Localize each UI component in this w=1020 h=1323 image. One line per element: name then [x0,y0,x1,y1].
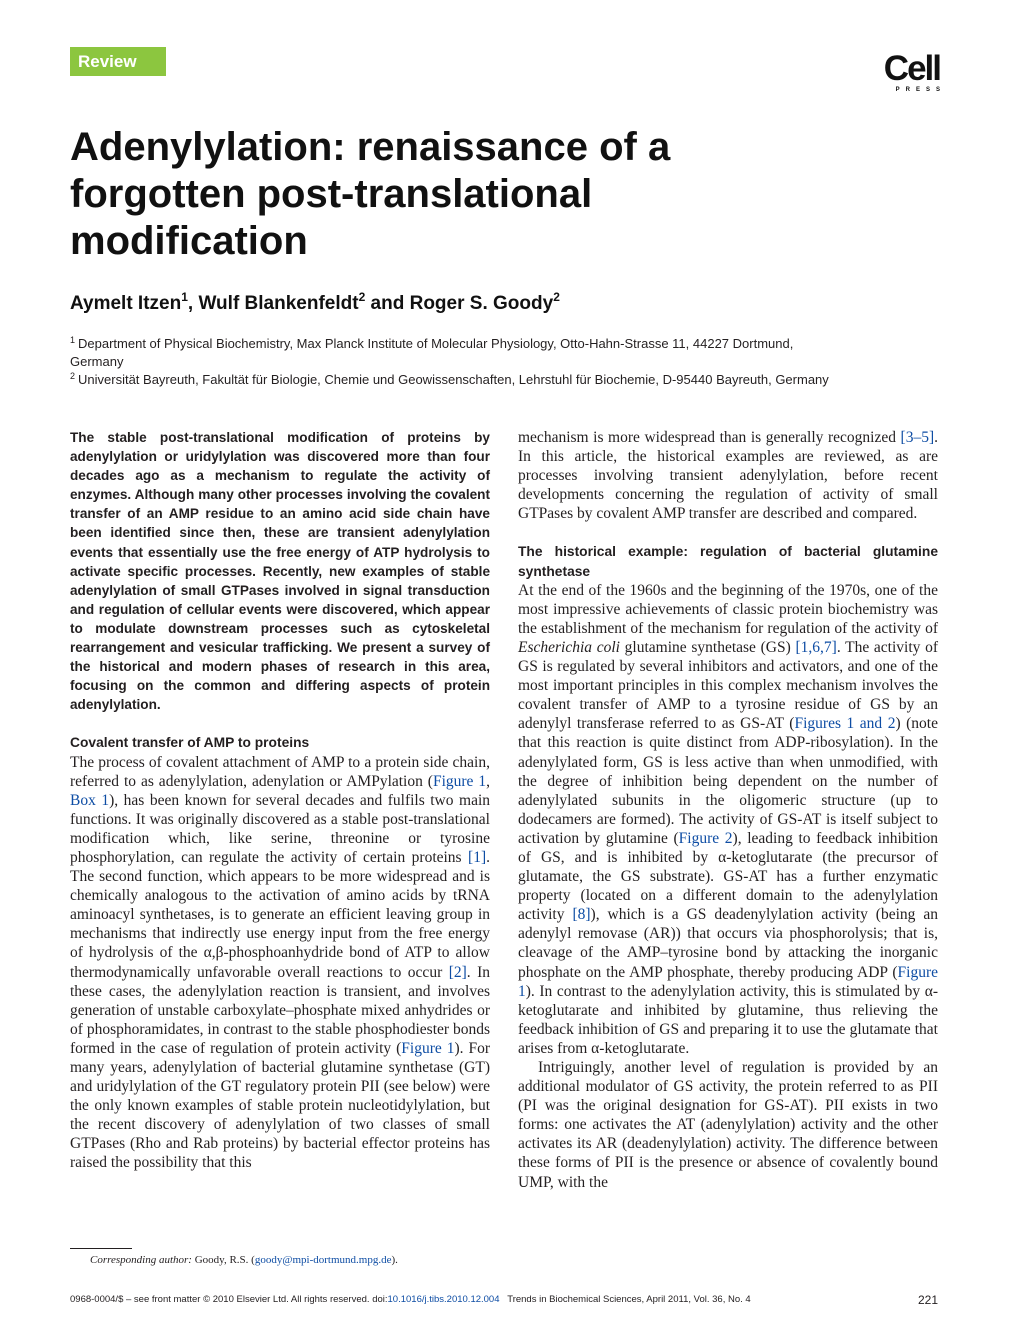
reference-link[interactable]: [1,6,7] [795,638,837,656]
text-run: The process of covalent attachment of AMP to a protein side chain, referred to as adenylylation, adenylation or AMPylation ( [70,753,490,790]
footnote-text: Goody, R.S. ( [191,1254,255,1266]
reference-link[interactable]: [1] [468,848,487,866]
section-tag: Review [70,47,166,76]
text-run: . In this article, the historical examples are reviewed, as are processes involving transient adenylylation, before recent developments concerning the regulation of activity of small GTPases by covalent AMP transfer are described and compared. [518,429,938,523]
text-run: ). In contrast to the adenylylation activity, this is stimulated by α-ketoglutarate and inhibited by glutamine, thus relieving the feedback inhibition of GS and preparing it to use the glutamate that arises from α-ketoglutarate. [518,982,938,1057]
reference-link[interactable]: [3–5] [900,429,935,446]
affiliation-text: Germany [70,354,124,369]
page-number: 221 [917,1293,938,1307]
title-line: modification [70,219,308,263]
author-name[interactable]: Roger S. Goody [409,293,554,314]
figure-link[interactable]: Figure 2 [678,829,733,847]
text-run: ), which is a GS deadenylylation activity (being an adenylyl removase (AR)) that occurs via phosphorolysis; that is, cleavage of the AMP–tyrosine bond by attacking the inorganic phosphate on the AMP phosphate, thereby producing ADP ( [518,906,938,981]
footnote-text: ). [391,1254,398,1266]
journal-logo[interactable] [878,49,946,94]
body-paragraph [518,428,938,523]
text-run: ), has been known for several decades and fulfils two main functions. It was originally discovered as a stable post-translational modification which, like serine, threonine or tyrosine phosphorylation, can regulate the activity of certain proteins [70,791,491,866]
figure-link[interactable]: Figure 1 [401,1039,455,1057]
affiliation-number: 2 [70,371,76,381]
text-run: ). For many years, adenylylation of bacterial glutamine synthetase (GT) and uridylylation of the GT regulatory protein PII (see below) were the only known examples of stable protein nucleotidylylation, but the recent discovery of adenylylation of two classes of small GTPases (Rho and Rab proteins) by bacterial effector proteins has raised the possibility that this [70,1039,490,1172]
title-line: forgotten post-translational [70,172,593,216]
affiliation-2 [70,367,950,389]
abstract: The stable post-translational modification of proteins by adenylylation or uridylylation was discovered more than four decades ago as a mechanism to regulate the activity of enzymes. Although many other processes involving the covalent transfer of an AMP residue to an amino acid side chain have been identified since then, these are transient adenylylation events that essentially use the free energy of ATP hydrolysis to activate specific processes. Recently, new examples of stable adenylylation of small GTPases involved in signal transduction and regulation of cellular events were discovered, which appear to modulate downstream processes such as cytoskeletal rearrangement and vesicular trafficking. We present a survey of the historical and modern phases of research in this area, focusing on the common and differing aspects of protein adenylylation. [70,430,490,713]
text-run: At the end of the 1960s and the beginning of the 1970s, one of the most impressive achievements of classic protein biochemistry was the establishment of the mechanism for regulation of the activity of [518,581,938,637]
species-name: Escherichia coli [518,638,620,656]
author-separator: , [187,293,199,314]
journal-citation: Trends in Biochemical Sciences, April 2011, Vol. 36, No. 4 [499,1294,751,1305]
author-name[interactable]: Wulf Blankenfeldt [198,293,359,314]
logo-word: Cell [883,49,940,88]
affiliation-1 [70,331,950,371]
email-link[interactable]: goody@mpi-dortmund.mpg.de [254,1254,392,1266]
figure-link[interactable]: Figure 1 [518,963,938,1000]
box-link[interactable]: Box 1 [70,791,110,809]
section-heading: The historical example: regulation of bacterial glutamine synthetase [518,544,938,579]
affiliation-marker: 2 [358,290,366,304]
affiliation-text: Department of Physical Biochemistry, Max Planck Institute of Molecular Physiology, Otto-Hahn-Strasse 11, 44227 Dortmund, [78,336,794,351]
author-separator: and [365,293,410,314]
left-column [70,428,490,1173]
article-title [70,124,950,265]
text-run: . The activity of GS is regulated by several inhibitors and activators, and one of the most important principles in this complex mechanism involves the covalent transfer of AMP to a tyrosine residue of GS by an adenylyl transferase referred to as GS-AT ( [518,638,938,733]
corresponding-author-note [90,1254,398,1266]
text-run: , [486,772,490,790]
body-paragraph: Intriguingly, another level of regulation is provided by an additional modulator of GS activity, the protein referred to as PII (PI was the original designation for GS-AT). PII exists in two forms: one activates the AT (adenylylation) activity and the other activates its AR (deadenylylation) activity. The difference between these forms of PII is the presence or absence of covalently bound UMP, with the [518,1059,938,1191]
text-run: mechanism is more widespread than is generally recognized [518,429,901,446]
reference-link[interactable]: [2] [448,963,467,981]
copyright-text: 0968-0004/$ – see front matter © 2010 Elsevier Ltd. All rights reserved. doi: [70,1294,388,1305]
reference-link[interactable]: [8] [572,906,591,924]
text-run: . In these cases, the adenylylation reaction is transient, and involves generation of unstable carboxylate–phosphate mixed anhydrides or of phosphoramidates, in contrast to the stable phosphodiester bonds formed in the case of regulation of protein activity ( [70,963,490,1057]
logo-subtitle: PRESS [895,87,946,93]
text-run: glutamine synthetase (GS) [619,638,796,656]
right-column [518,428,938,1192]
title-line: Adenylylation: renaissance of a [70,125,671,169]
author-list [70,290,560,315]
page-footer [70,1294,938,1305]
author-name[interactable]: Aymelt Itzen [70,293,182,314]
affiliation-marker: 1 [181,290,188,304]
text-run: . The second function, which appears to be more widespread and is chemically analogous to the activation of amino acids by tRNA aminoacyl synthetases, is to generate an efficient leaving group in mechanisms that indirectly use energy input from the free energy of hydrolysis of the α,β-phosphoanhydride bond of ATP to allow thermodynamically unfavorable overall reactions to occur [70,848,490,981]
body-paragraph [70,753,490,1173]
section-heading: Covalent transfer of AMP to proteins [70,735,310,751]
figure-link[interactable]: Figures 1 and 2 [794,715,896,733]
affiliation-text: Universität Bayreuth, Fakultät für Biologie, Chemie und Geowissenschaften, Lehrstuhl für Biochemie, D-95440 Bayreuth, Germany [78,372,829,387]
affiliation-number: 1 [70,335,76,345]
text-run: ) (note that this reaction is quite distinct from ADP-ribosylation). In the adenylylated form, GS is less active than when unmodified, with the degree of inhibition being dependent on the number of adenylylated subunits in the oligomeric structure (up to dodecamers are formed). The activity of GS-AT is itself subject to activation by glutamine ( [518,715,938,847]
affiliation-marker: 2 [553,290,560,304]
body-paragraph [518,581,938,1058]
doi-link[interactable]: 10.1016/j.tibs.2010.12.004 [387,1294,500,1305]
footnote-divider [70,1248,132,1249]
text-run: ), leading to feedback inhibition of GS, and is inhibited by α-ketoglutarate (the precursor of glutamate, the GS substrate). GS-AT has a further enzymatic property (located on a different domain to the adenylylation activity [518,829,938,924]
figure-link[interactable]: Figure 1 [432,772,487,790]
footnote-label: Corresponding author: [90,1254,192,1266]
